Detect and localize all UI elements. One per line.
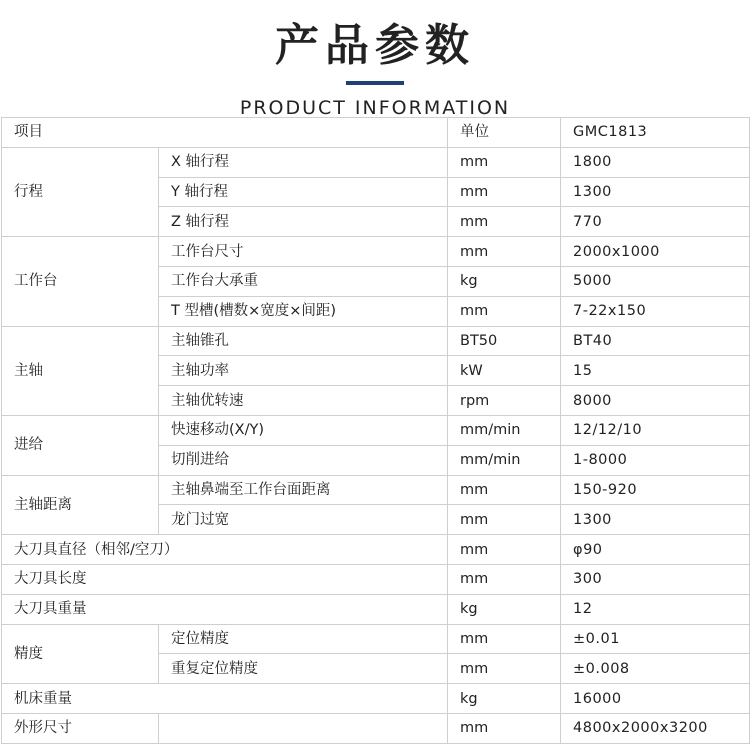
- param-name: 主轴鼻端至工作台面距离: [159, 475, 448, 505]
- table-header-row: [2, 118, 750, 148]
- param-value: BT40: [561, 326, 750, 356]
- table-row: [2, 415, 750, 445]
- param-unit: kg: [448, 266, 561, 296]
- param-name: 大刀具长度: [2, 564, 448, 594]
- param-unit: kg: [448, 684, 561, 714]
- param-name: 工作台尺寸: [159, 237, 448, 267]
- param-name: 切削进给: [159, 445, 448, 475]
- param-name: 主轴锥孔: [159, 326, 448, 356]
- param-unit: mm: [448, 296, 561, 326]
- page-subtitle: PRODUCT INFORMATION: [239, 97, 511, 119]
- param-unit: kg: [448, 594, 561, 624]
- param-name: 机床重量: [2, 684, 448, 714]
- group-label: 主轴: [2, 326, 159, 415]
- param-unit: mm/min: [448, 415, 561, 445]
- param-unit: mm: [448, 654, 561, 684]
- param-unit: mm: [448, 475, 561, 505]
- table-row: [2, 684, 750, 714]
- param-value: 7-22x150: [561, 296, 750, 326]
- table-row: [2, 237, 750, 267]
- table-row: [2, 475, 750, 505]
- param-unit: mm: [448, 207, 561, 237]
- param-value: 1800: [561, 147, 750, 177]
- group-label: 精度: [2, 624, 159, 684]
- param-value: ±0.008: [561, 654, 750, 684]
- empty-cell: [159, 713, 448, 743]
- param-name: T 型槽(槽数×宽度×间距): [159, 296, 448, 326]
- param-name: 大刀具重量: [2, 594, 448, 624]
- param-unit: BT50: [448, 326, 561, 356]
- param-value: 5000: [561, 266, 750, 296]
- param-value: 770: [561, 207, 750, 237]
- param-unit: mm: [448, 147, 561, 177]
- group-label: 行程: [2, 147, 159, 236]
- group-label: 主轴距离: [2, 475, 159, 535]
- param-unit: mm: [448, 713, 561, 743]
- param-unit: mm/min: [448, 445, 561, 475]
- param-value: 2000x1000: [561, 237, 750, 267]
- param-name: 主轴功率: [159, 356, 448, 386]
- param-name: 外形尺寸: [2, 713, 159, 743]
- param-unit: mm: [448, 535, 561, 565]
- param-unit: mm: [448, 237, 561, 267]
- param-value: 16000: [561, 684, 750, 714]
- param-name: 快速移动(X/Y): [159, 415, 448, 445]
- param-value: 12/12/10: [561, 415, 750, 445]
- spec-table: [1, 117, 750, 744]
- param-value: 1-8000: [561, 445, 750, 475]
- param-value: 1300: [561, 505, 750, 535]
- param-name: 主轴优转速: [159, 386, 448, 416]
- param-unit: mm: [448, 505, 561, 535]
- table-row: [2, 594, 750, 624]
- param-value: 12: [561, 594, 750, 624]
- param-unit: mm: [448, 564, 561, 594]
- param-unit: kW: [448, 356, 561, 386]
- param-unit: rpm: [448, 386, 561, 416]
- group-label: 工作台: [2, 237, 159, 326]
- param-value: ±0.01: [561, 624, 750, 654]
- param-value: φ90: [561, 535, 750, 565]
- table-row: [2, 326, 750, 356]
- title-underline: [346, 81, 404, 85]
- group-label: 进给: [2, 415, 159, 475]
- param-name: X 轴行程: [159, 147, 448, 177]
- param-value: 150-920: [561, 475, 750, 505]
- header-item: 项目: [2, 118, 448, 148]
- param-value: 1300: [561, 177, 750, 207]
- param-name: 大刀具直径（相邻/空刀）: [2, 535, 448, 565]
- param-name: 龙门过宽: [159, 505, 448, 535]
- param-unit: mm: [448, 177, 561, 207]
- param-value: 300: [561, 564, 750, 594]
- table-row: [2, 624, 750, 654]
- param-name: 定位精度: [159, 624, 448, 654]
- param-name: Z 轴行程: [159, 207, 448, 237]
- param-unit: mm: [448, 624, 561, 654]
- param-value: 4800x2000x3200: [561, 713, 750, 743]
- param-value: 15: [561, 356, 750, 386]
- table-row: [2, 147, 750, 177]
- param-value: 8000: [561, 386, 750, 416]
- header-model: GMC1813: [561, 118, 750, 148]
- table-row: [2, 713, 750, 743]
- param-name: 重复定位精度: [159, 654, 448, 684]
- param-name: Y 轴行程: [159, 177, 448, 207]
- param-name: 工作台大承重: [159, 266, 448, 296]
- table-row: [2, 535, 750, 565]
- table-row: [2, 564, 750, 594]
- header-unit: 单位: [448, 118, 561, 148]
- page-title: 产品参数: [275, 20, 475, 71]
